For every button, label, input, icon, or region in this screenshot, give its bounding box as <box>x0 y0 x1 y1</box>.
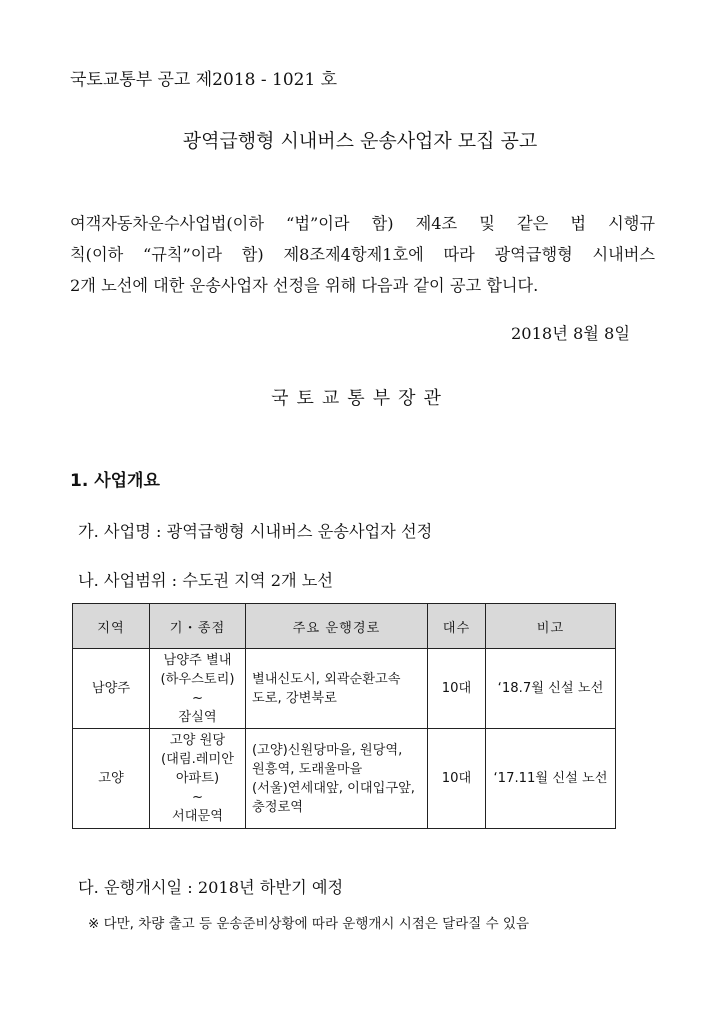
body-line: 여객자동차운수사업법(이하 “법”이라 함) 제4조 및 같은 법 시행규 <box>70 214 655 233</box>
header-region: 지역 <box>73 604 150 649</box>
table-row <box>73 649 616 729</box>
issuer: 국토교통부장관 <box>271 388 449 409</box>
cell-route: 별내신도시, 외곽순환고속 도로, 강변북로 <box>246 649 428 729</box>
cell-note: ‘18.7월 신설 노선 <box>486 649 616 729</box>
cell-region: 고양 <box>73 729 150 829</box>
header-count: 대수 <box>428 604 486 649</box>
header-note: 비고 <box>486 604 616 649</box>
notice-number: 국토교통부 공고 제2018 - 1021 호 <box>70 70 338 90</box>
cell-route: (고양)신원당마을, 원당역, 원흥역, 도래울마을 (서울)연세대앞, 이대입구앞, 충정로역 <box>246 729 428 829</box>
sub-item-business-name: 가. 사업명 : 광역급행형 시내버스 운송사업자 선정 <box>78 522 433 541</box>
footnote: ※ 다만, 차량 출고 등 운송준비상황에 따라 운행개시 시점은 달라질 수 있음 <box>88 916 529 932</box>
cell-count: 10대 <box>428 649 486 729</box>
header-route: 주요 운행경로 <box>246 604 428 649</box>
sub-item-start-date: 다. 운행개시일 : 2018년 하반기 예정 <box>78 878 344 897</box>
body-line: 2개 노선에 대한 운송사업자 선정을 위해 다음과 같이 공고 합니다. <box>70 276 539 295</box>
document-date: 2018년 8월 8일 <box>511 324 630 343</box>
cell-region: 남양주 <box>73 649 150 729</box>
header-endpoints: 기・종점 <box>150 604 246 649</box>
cell-endpoints: 남양주 별내 (하우스토리) ~ 잠실역 <box>150 649 246 729</box>
cell-count: 10대 <box>428 729 486 829</box>
section-heading: 1. 사업개요 <box>70 471 160 491</box>
body-line: 칙(이하 “규칙”이라 함) 제8조제4항제1호에 따라 광역급행형 시내버스 <box>70 245 655 264</box>
table-header-row <box>73 604 616 649</box>
sub-item-business-scope: 나. 사업범위 : 수도권 지역 2개 노선 <box>78 571 334 590</box>
table-row <box>73 729 616 829</box>
cell-endpoints: 고양 원당 (대림.레미안 아파트) ~ 서대문역 <box>150 729 246 829</box>
body-paragraph <box>70 208 655 301</box>
route-table <box>72 603 616 829</box>
cell-note: ‘17.11월 신설 노선 <box>486 729 616 829</box>
document-title: 광역급행형 시내버스 운송사업자 모집 공고 <box>182 130 538 152</box>
